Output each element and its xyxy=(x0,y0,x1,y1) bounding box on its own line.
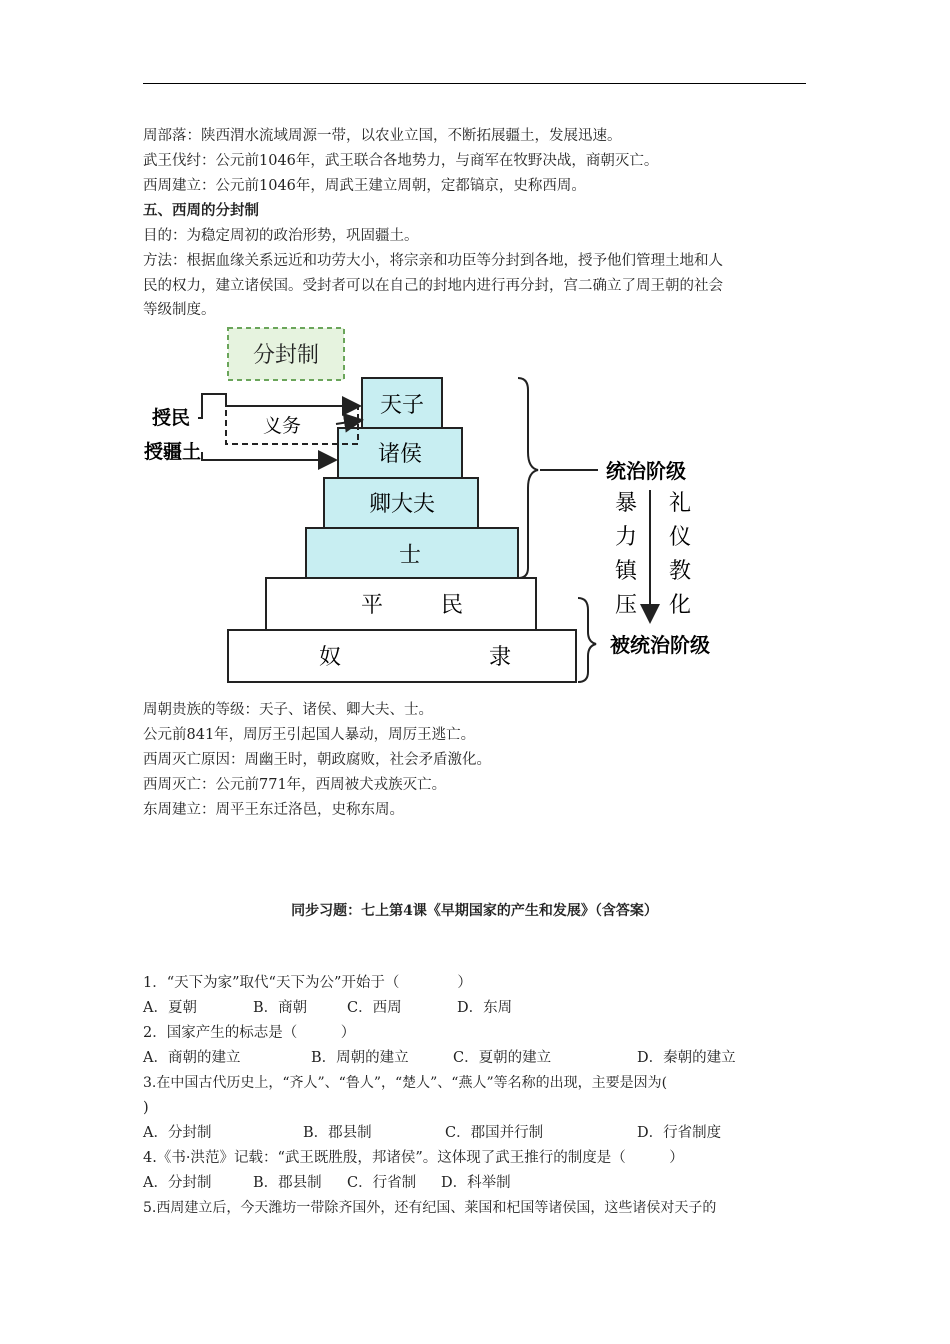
text-method-1: 方法：根据血缘关系远近和功劳大小，将宗亲和功臣等分封到各地，授予他们管理土地和人 xyxy=(143,253,723,269)
q2-option-c: C．夏朝的建立 xyxy=(453,1050,552,1066)
label-grant-people: 授民 xyxy=(152,407,191,429)
text-method-3: 等级制度。 xyxy=(143,302,216,318)
q4-option-b: B．郡县制 xyxy=(253,1175,322,1191)
question-3-options xyxy=(143,1121,813,1145)
text-noble-ranks: 周朝贵族的等级：天子、诸侯、卿大夫、士。 xyxy=(143,702,433,718)
ruled-brace xyxy=(578,598,596,682)
question-4: 4.《书·洪范》记载：“武王既胜殷，邦诸侯”。这体现了武王推行的制度是（ ） xyxy=(143,1150,684,1166)
q3-option-d: D．行省制度 xyxy=(637,1125,722,1141)
etiquette-char-1: 礼 xyxy=(668,491,692,516)
etiquette-char-3: 教 xyxy=(668,559,692,584)
question-2-options xyxy=(143,1046,813,1070)
header-rule xyxy=(143,83,806,84)
duty-arrow xyxy=(336,420,362,424)
etiquette-char-2: 仪 xyxy=(668,525,692,550)
question-1-options xyxy=(143,996,813,1020)
text-wuwang-campaign: 武王伐纣：公元前1046年，武王联合各地势力，与商军在牧野决战，商朝灭亡。 xyxy=(143,153,659,169)
q1-option-d: D．东周 xyxy=(457,1000,513,1016)
question-2: 2．国家产生的标志是（ ） xyxy=(143,1025,356,1041)
question-5: 5.西周建立后，今天潍坊一带除齐国外，还有纪国、莱国和杞国等诸侯国，这些诸侯对天子的 xyxy=(143,1200,717,1216)
level-qingdafu: 卿大夫 xyxy=(368,492,436,517)
q3-option-b: B．郡县制 xyxy=(303,1125,372,1141)
question-1: 1．“天下为家”取代“天下为公”开始于（ ） xyxy=(143,975,472,991)
q3-option-c: C．郡国并行制 xyxy=(445,1125,544,1141)
q4-option-d: D．科举制 xyxy=(441,1175,511,1191)
violence-char-3: 镇 xyxy=(614,559,638,584)
diagram-title: 分封制 xyxy=(252,343,320,368)
q2-option-a: A．商朝的建立 xyxy=(143,1050,241,1066)
section-title: 五、西周的分封制 xyxy=(143,202,259,219)
q2-option-d: D．秦朝的建立 xyxy=(637,1050,736,1066)
level-zhuhou: 诸侯 xyxy=(377,442,423,467)
label-ruling-class: 统治阶级 xyxy=(606,459,686,483)
text-fall-reason: 西周灭亡原因：周幽王时，朝政腐败，社会矛盾激化。 xyxy=(143,752,491,768)
violence-char-2: 力 xyxy=(614,525,638,550)
text-zhou-tribe: 周部落：陕西渭水流域周源一带，以农业立国，不断拓展疆土，发展迅速。 xyxy=(143,128,622,144)
level-shi: 士 xyxy=(398,543,422,568)
question-4-options xyxy=(143,1171,813,1195)
text-841bc: 公元前841年，周厉王引起国人暴动，周厉王逃亡。 xyxy=(143,727,476,743)
q1-option-c: C．西周 xyxy=(347,1000,402,1016)
question-3-close: ) xyxy=(143,1100,149,1116)
q2-option-b: B．周朝的建立 xyxy=(311,1050,409,1066)
label-ruled-class: 被统治阶级 xyxy=(610,633,710,657)
violence-char-4: 压 xyxy=(614,593,638,618)
text-method-2: 民的权力，建立诸侯国。受封者可以在自己的封地内进行再分封，宫二确立了周王朝的社会 xyxy=(143,278,723,294)
feudal-system-diagram xyxy=(140,320,740,690)
etiquette-char-4: 化 xyxy=(668,593,692,618)
q1-option-b: B．商朝 xyxy=(253,1000,308,1016)
q1-option-a: A．夏朝 xyxy=(143,1000,197,1016)
slaves-char-1: 奴 xyxy=(318,645,342,670)
level-slaves-box xyxy=(228,630,576,682)
question-3: 3.在中国古代历史上，“齐人”、“鲁人”，“楚人”、“燕人”等名称的出现，主要是因为( xyxy=(143,1075,668,1091)
text-purpose: 目的：为稳定周初的政治形势，巩固疆土。 xyxy=(143,228,419,244)
q3-option-a: A．分封制 xyxy=(143,1125,212,1141)
violence-char-1: 暴 xyxy=(614,491,638,516)
text-western-zhou-founding: 西周建立：公元前1046年，周武王建立周朝，定都镐京，史称西周。 xyxy=(143,178,586,194)
text-fall: 西周灭亡：公元前771年，西周被犬戎族灭亡。 xyxy=(143,777,447,793)
commoners-char-2: 民 xyxy=(440,593,464,618)
exercise-title: 同步习题：七上第4课《早期国家的产生和发展》（含答案） xyxy=(291,903,658,919)
label-grant-land: 授疆土 xyxy=(144,441,202,463)
slaves-char-2: 隶 xyxy=(488,645,512,670)
level-commoners-box xyxy=(266,578,536,630)
q4-option-c: C．行省制 xyxy=(347,1175,417,1191)
text-eastern-zhou: 东周建立：周平王东迁洛邑，史称东周。 xyxy=(143,802,404,818)
q4-option-a: A．分封制 xyxy=(143,1175,212,1191)
label-duty: 义务 xyxy=(262,415,302,437)
level-tianzi: 天子 xyxy=(379,393,425,418)
commoners-char-1: 平 xyxy=(360,593,384,618)
grant-land-arrow xyxy=(202,452,336,460)
ruling-brace xyxy=(518,378,538,578)
